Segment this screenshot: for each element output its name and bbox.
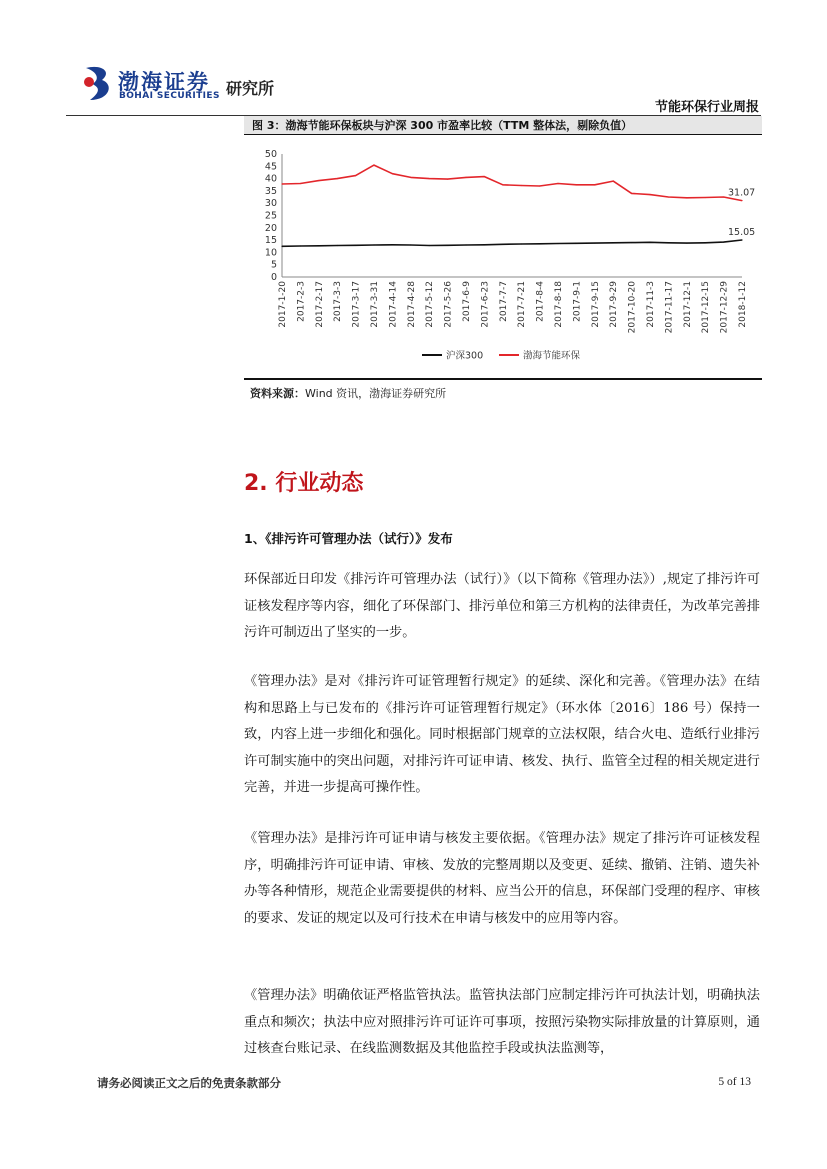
data-point — [429, 178, 430, 179]
y-tick-label: 20 — [264, 222, 277, 234]
data-point — [410, 244, 411, 245]
data-point — [447, 245, 448, 246]
x-tick-label: 2017-7-7 — [498, 281, 509, 322]
data-point — [392, 244, 393, 245]
x-tick-label: 2017-11-17 — [664, 281, 675, 334]
y-tick-label: 5 — [270, 259, 277, 271]
x-tick-label: 2017-7-21 — [517, 281, 528, 328]
data-point — [649, 242, 650, 243]
data-point — [502, 184, 503, 185]
data-point — [318, 245, 319, 246]
news-subheading: 1、《排污许可管理办法（试行）》发布 — [244, 531, 453, 546]
data-point — [447, 178, 448, 179]
data-point — [521, 185, 522, 186]
data-point — [484, 244, 485, 245]
paragraph-1: 环保部近日印发《排污许可管理办法（试行）》（以下简称《管理办法》）,规定了排污许可证核发程序等内容，细化了环保部门、排污单位和第三方机构的法律责任，为改革完善排污许可制迈出了坚实的一步。 — [244, 572, 760, 640]
data-point — [668, 196, 669, 197]
data-point — [502, 244, 503, 245]
data-point — [318, 180, 319, 181]
data-point — [337, 178, 338, 179]
data-point — [668, 242, 669, 243]
data-point — [429, 245, 430, 246]
x-tick-label: 2017-4-28 — [406, 281, 417, 328]
pe-ratio-chart — [244, 140, 762, 376]
x-tick-label: 2017-9-1 — [572, 281, 583, 322]
x-tick-label: 2017-8-18 — [554, 281, 564, 328]
y-tick-label: 0 — [270, 272, 277, 283]
paragraph-3: 《管理办法》是排污许可证申请与核发主要依据。《管理办法》规定了排污许可证核发程序，明确排污许可证申请、审核、发放的完整周期以及变更、延续、撤销、注销、遗失补办等各种情形，规范企业需要提供的材料、应当公开的信息，环保部门受理的程序、审核的要求、发证的规定以及可行技术在申请与核发中的应用等内容。 — [244, 831, 760, 926]
x-tick-label: 2017-12-1 — [682, 281, 693, 328]
data-point — [281, 183, 282, 184]
series-line-hs300 — [282, 240, 742, 246]
x-tick-label: 2017-10-20 — [627, 281, 638, 334]
data-point — [373, 244, 374, 245]
data-point — [539, 185, 540, 186]
x-tick-label: 2018-1-12 — [738, 281, 748, 328]
x-tick-label: 2017-3-31 — [370, 281, 380, 328]
y-tick-label: 15 — [264, 235, 277, 247]
data-point — [723, 196, 724, 197]
x-tick-label: 2017-1-20 — [278, 281, 288, 328]
data-point — [576, 184, 577, 185]
data-point — [557, 243, 558, 244]
y-tick-label: 50 — [264, 149, 277, 160]
data-point — [631, 242, 632, 243]
data-point — [410, 177, 411, 178]
x-tick-label: 2017-2-17 — [314, 281, 325, 328]
section-heading: 2. 行业动态 — [244, 471, 364, 496]
data-point — [300, 183, 301, 184]
data-point — [686, 242, 687, 243]
data-point — [355, 175, 356, 176]
x-tick-label: 2017-9-15 — [590, 281, 601, 328]
paragraph-4: 《管理办法》明确依证严格监管执法。监管执法部门应制定排污许可执法计划，明确执法重点和频次；执法中应对照排污许可证许可事项，按照污染物实际排放量的计算原则，通过核查台账记录、在线监测数据及其他监控手段或执法监测等， — [244, 988, 760, 1056]
footer-disclaimer: 请务必阅读正文之后的免责条款部分 — [97, 1076, 281, 1090]
x-tick-label: 2017-5-26 — [443, 281, 454, 328]
figure-title: 图 3：渤海节能环保板块与沪深 300 市盈率比较（TTM 整体法，剔除负值） — [252, 119, 633, 132]
legend-label: 沪深300 — [446, 350, 484, 362]
end-value-label: 15.05 — [728, 226, 756, 238]
data-point — [741, 239, 742, 240]
x-tick-label: 2017-6-23 — [480, 281, 491, 328]
paragraph-2: 《管理办法》是对《排污许可证管理暂行规定》的延续、深化和完善。《管理办法》在结构和思路上与已发布的《排污许可证管理暂行规定》（环水体〔2016〕186 号）保持一致，内容上进一步细化和强化。同时根据部门规章的立法权限，结合火电、造纸行业排污许可制实施中的突出问题，对排污许可证申请、核发、执行、监管全过程的相关规定进行完善，并进一步提高可操作性。 — [244, 674, 760, 795]
y-tick-label: 30 — [264, 198, 277, 210]
data-point — [741, 200, 742, 201]
data-point — [355, 245, 356, 246]
logo-chinese-name: 渤海证券 — [118, 69, 210, 94]
data-point — [521, 243, 522, 244]
x-tick-label: 2017-5-12 — [425, 281, 436, 328]
data-point — [705, 197, 706, 198]
y-tick-label: 25 — [264, 210, 277, 222]
data-point — [631, 193, 632, 194]
data-point — [465, 244, 466, 245]
end-value-label: 31.07 — [728, 187, 756, 199]
data-point — [613, 242, 614, 243]
data-point — [465, 177, 466, 178]
x-tick-label: 2017-3-3 — [333, 281, 344, 322]
y-tick-label: 35 — [264, 185, 277, 197]
data-point — [557, 183, 558, 184]
source-text: Wind 资讯，渤海证券研究所 — [305, 387, 447, 400]
x-tick-label: 2017-8-4 — [535, 281, 546, 322]
data-point — [594, 184, 595, 185]
x-tick-label: 2017-9-29 — [609, 281, 620, 328]
data-point — [649, 194, 650, 195]
x-tick-label: 2017-2-3 — [296, 281, 307, 322]
x-tick-label: 2017-12-15 — [701, 281, 712, 334]
y-tick-label: 45 — [264, 161, 277, 173]
y-tick-label: 40 — [264, 173, 277, 185]
legend-label: 渤海节能环保 — [523, 350, 581, 362]
data-point — [539, 243, 540, 244]
data-point — [686, 197, 687, 198]
y-tick-label: 10 — [264, 247, 277, 259]
bohai-logo-icon — [80, 64, 114, 102]
data-point — [613, 180, 614, 181]
report-name: 节能环保行业周报 — [654, 100, 759, 115]
logo-english-name: BOHAI SECURITIES — [119, 91, 220, 101]
source-label: 资料来源： — [250, 387, 305, 400]
data-point — [594, 242, 595, 243]
data-point — [373, 164, 374, 165]
figure-source — [250, 385, 446, 401]
data-point — [576, 243, 577, 244]
data-point — [484, 176, 485, 177]
x-tick-label: 2017-12-29 — [719, 280, 730, 334]
x-tick-label: 2017-4-14 — [388, 281, 399, 328]
page-number: 5 of 13 — [718, 1076, 751, 1088]
x-tick-label: 2017-6-9 — [462, 281, 472, 322]
x-tick-label: 2017-3-17 — [351, 281, 362, 328]
x-tick-label: 2017-11-3 — [646, 281, 656, 328]
data-point — [705, 242, 706, 243]
series-line-bohai-env — [282, 165, 742, 201]
figure-bottom-divider — [244, 378, 762, 380]
data-point — [337, 245, 338, 246]
data-point — [281, 246, 282, 247]
data-point — [723, 241, 724, 242]
institute-name: 研究所 — [226, 79, 275, 98]
data-point — [392, 173, 393, 174]
data-point — [300, 245, 301, 246]
